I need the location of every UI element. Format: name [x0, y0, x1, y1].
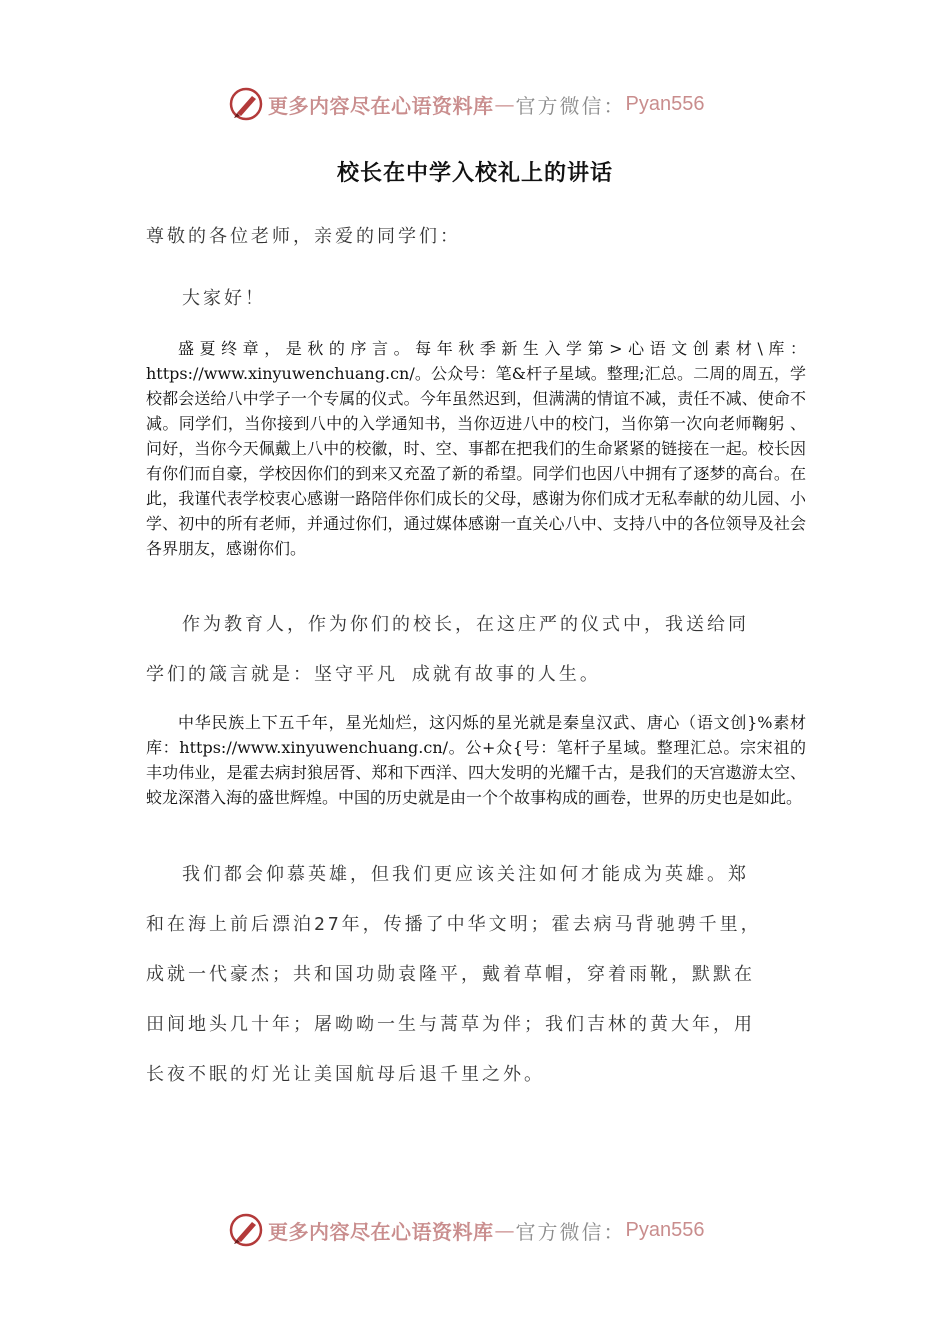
- document-title: 校长在中学入校礼上的讲话: [336, 160, 613, 186]
- banner-wechat-id: Pyan556: [625, 92, 705, 115]
- banner-main-text: 更多内容尽在心语资料库: [268, 93, 494, 118]
- paragraph-2-line-2: 学们的箴言就是：坚守平凡 成就有故事的人生。: [146, 664, 601, 685]
- footer-banner: [228, 1210, 728, 1250]
- paragraph-4-line-5: 长夜不眠的灯光让美国航母后退千里之外。: [146, 1064, 545, 1085]
- banner-wechat-label: 官方微信：: [515, 93, 626, 118]
- salutation: 尊敬的各位老师，亲爱的同学们：: [146, 226, 461, 247]
- paragraph-4-line-2: 和在海上前后漂泊27年，传播了中华文明；霍去病马背驰骋千里，: [146, 914, 762, 935]
- paragraph-3: 中华民族上下五千年，星光灿烂，这闪烁的星光就是秦皇汉武、唐心（语文创}%素材库：https://www.xinyuwenchuang.cn/。公+众{号：笔杆子星域。整理汇总。宗宋祖的丰功伟业，是霍去病封狼居胥、郑和下西洋、四大发明的光耀千古，是我们的天宫遨游太空、蛟龙深潜入海的盛世辉煌。中国的历史就是由一个个故事构成的画卷，世界的历史也是如此。: [146, 713, 806, 807]
- paragraph-4-line-1: 我们都会仰慕英雄，但我们更应该关注如何才能成为英雄。郑: [182, 864, 749, 885]
- banner-main-text: 更多内容尽在心语资料库: [268, 1219, 494, 1244]
- paragraph-2-line-1: 作为教育人，作为你们的校长，在这庄严的仪式中，我送给同: [182, 614, 749, 635]
- pen-nib-circle-icon: [228, 1212, 264, 1248]
- paragraph-4-line-4: 田间地头几十年；屠呦呦一生与蒿草为伴；我们吉林的黄大年，用: [146, 1014, 755, 1035]
- header-banner: [228, 84, 728, 124]
- banner-dash: —: [494, 92, 515, 116]
- paragraph-4-line-3: 成就一代豪杰；共和国功勋袁隆平，戴着草帽，穿着雨靴，默默在: [146, 964, 755, 985]
- pen-nib-circle-icon: [228, 86, 264, 122]
- paragraph-1: 盛夏终章，是秋的序言。每年秋季新生入学第>心语文创素材\库：https://www.xinyuwenchuang.cn/。公众号：笔&杆子星域。整理;汇总。二周的周五，学校都会送给八中学子一个专属的仪式。今年虽然迟到，但满满的情谊不减，责任不减、使命不减。同学们，当你接到八中的入学通知书，当你迈进八中的校门，当你第一次向老师鞠躬 、问好，当你今天佩戴上八中的校徽，时、空、事都在把我们的生命紧紧的链接在一起。校长因有你们而自豪，学校因你们的到来又充盈了新的希望。同学们也因八中拥有了逐梦的高台。在此，我谨代表学校衷心感谢一路陪伴你们成长的父母，感谢为你们成才无私奉献的幼儿园、小学、初中的所有老师，并通过你们，通过媒体感谢一直关心八中、支持八中的各位领导及社会各界朋友，感谢你们。: [146, 339, 806, 558]
- greeting: 大家好！: [182, 288, 266, 309]
- banner-dash: —: [494, 1218, 515, 1242]
- banner-wechat-id: Pyan556: [625, 1218, 705, 1241]
- banner-wechat-label: 官方微信：: [515, 1219, 626, 1244]
